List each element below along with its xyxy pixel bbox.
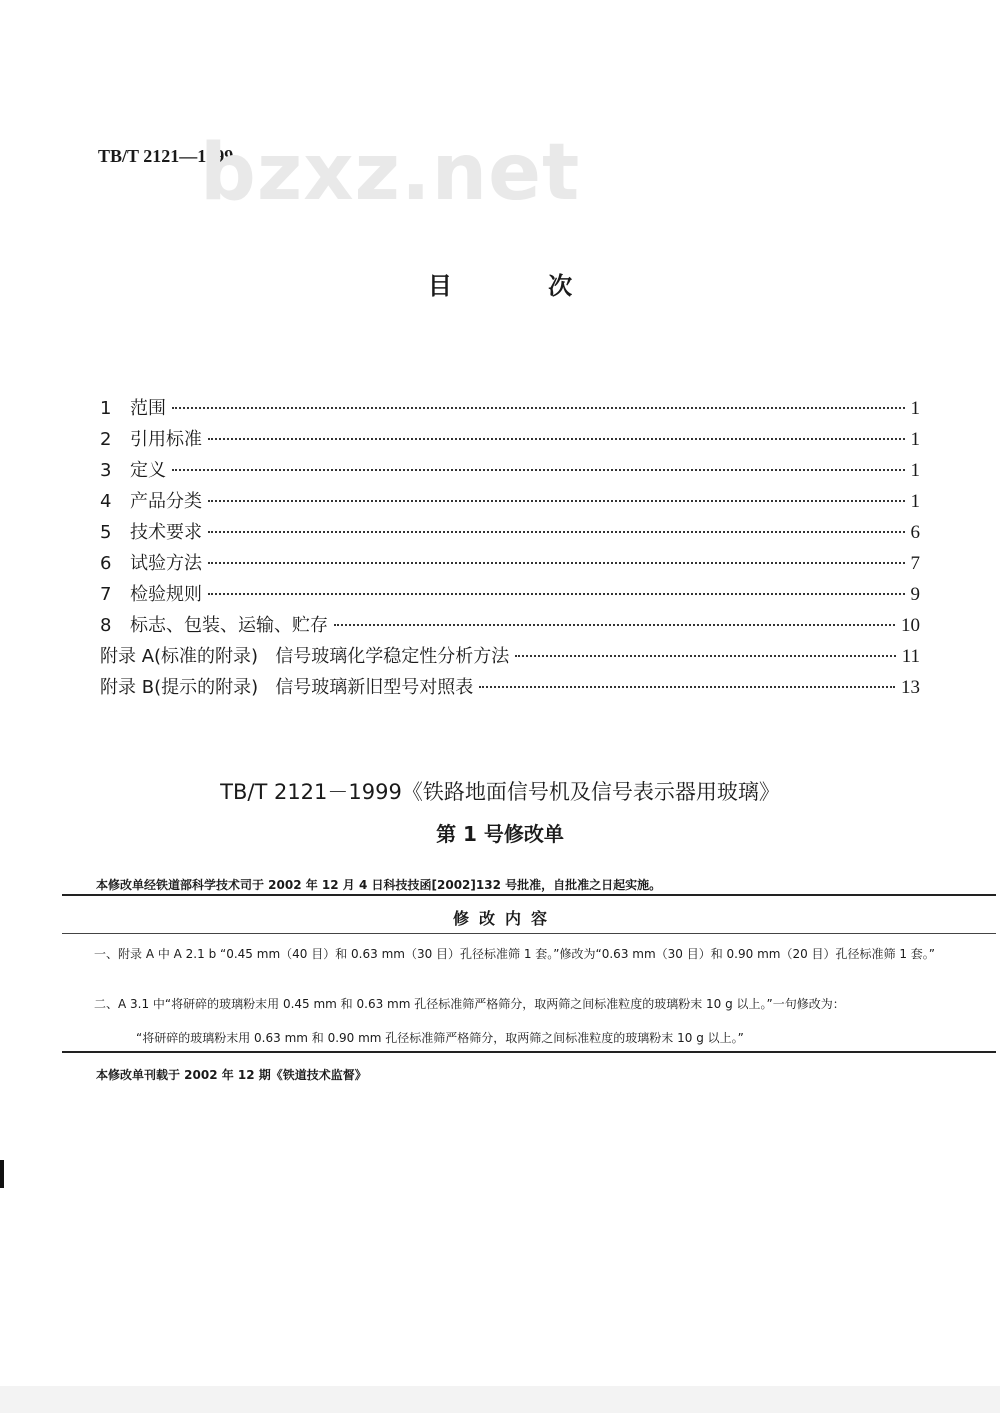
divider [62, 1051, 996, 1053]
toc-leader-dots [208, 562, 905, 564]
toc-entry[interactable] [100, 673, 920, 704]
divider [62, 933, 996, 934]
amendment-item-quote: “将研碎的玻璃粉末用 0.63 mm 和 0.90 mm 孔径标准筛严格筛分，取两筛之间标准粒度的玻璃粉末 10 g 以上。” [136, 1031, 744, 1045]
toc-entry-label: 定义 [130, 460, 166, 481]
amendment-item: 一、附录 A 中 A 2.1 b “0.45 mm（40 目）和 0.63 mm（30 目）孔径标准筛 1 套。”修改为“0.63 mm（30 目）和 0.90 mm（20 目）孔径标准筛 1 套。” [94, 947, 936, 961]
toc-entry-page: 7 [910, 553, 920, 574]
toc-entry-label: 技术要求 [130, 522, 202, 543]
toc-entry[interactable] [100, 425, 920, 456]
toc-entry-page: 6 [910, 522, 920, 543]
toc-entry-number: 8 [100, 615, 112, 636]
toc-entry-number: 7 [100, 584, 112, 605]
toc-entry-page: 1 [910, 398, 920, 419]
content-heading: 修改内容 [452, 909, 557, 928]
amendment-title: TB/T 2121－1999《铁路地面信号机及信号表示器用玻璃》 [220, 780, 780, 804]
toc-entry-page: 9 [910, 584, 920, 605]
toc-entry-label: 检验规则 [130, 584, 202, 605]
divider [62, 894, 996, 896]
toc-entry[interactable] [100, 394, 920, 425]
toc-entry-number: 6 [100, 553, 112, 574]
toc-entry-number: 1 [100, 398, 112, 419]
toc-leader-dots [479, 686, 895, 688]
amendment-subtitle: 第 1 号修改单 [436, 822, 564, 846]
toc-entry[interactable] [100, 456, 920, 487]
toc-entry-page: 1 [910, 429, 920, 450]
toc-entry-label: 附录 A(标准的附录) 信号玻璃化学稳定性分析方法 [100, 646, 510, 667]
toc-entry-label: 范围 [130, 398, 166, 419]
toc-leader-dots [208, 531, 905, 533]
publication-note: 本修改单刊载于 2002 年 12 期《铁道技术监督》 [96, 1068, 367, 1082]
toc-entry-label: 附录 B(提示的附录) 信号玻璃新旧型号对照表 [100, 677, 474, 698]
toc-leader-dots [334, 624, 895, 626]
toc-entry-number: 3 [100, 460, 112, 481]
toc-entry-label: 产品分类 [130, 491, 202, 512]
table-of-contents [100, 394, 920, 704]
toc-leader-dots [172, 407, 905, 409]
toc-leader-dots [515, 655, 895, 657]
toc-leader-dots [208, 500, 905, 502]
standard-code: TB/T 2121—1999 [98, 146, 234, 166]
toc-entry-number: 5 [100, 522, 112, 543]
toc-entry-page: 11 [901, 646, 920, 667]
toc-leader-dots [172, 469, 905, 471]
toc-entry-page: 10 [901, 615, 920, 636]
toc-leader-dots [208, 438, 905, 440]
toc-entry[interactable] [100, 549, 920, 580]
toc-entry-page: 1 [910, 460, 920, 481]
scan-edge-mark [0, 1160, 4, 1188]
toc-title: 目 次 [427, 272, 617, 300]
toc-entry-number: 4 [100, 491, 112, 512]
toc-entry-label: 标志、包装、运输、贮存 [130, 615, 328, 636]
amendment-item: 二、A 3.1 中“将研碎的玻璃粉末用 0.45 mm 和 0.63 mm 孔径标准筛严格筛分，取两筛之间标准粒度的玻璃粉末 10 g 以上。”一句修改为： [94, 997, 845, 1011]
toc-entry[interactable] [100, 642, 920, 673]
toc-entry-label: 引用标准 [130, 429, 202, 450]
toc-entry[interactable] [100, 580, 920, 611]
toc-entry[interactable] [100, 518, 920, 549]
approval-note: 本修改单经铁道部科学技术司于 2002 年 12 月 4 日科技技函[2002]132 号批准，自批准之日起实施。 [96, 878, 662, 892]
watermark-logo: bzxz.net [200, 128, 581, 218]
toc-leader-dots [208, 593, 905, 595]
toc-entry[interactable] [100, 487, 920, 518]
scan-bottom-band [0, 1386, 1000, 1413]
toc-entry[interactable] [100, 611, 920, 642]
toc-entry-page: 13 [901, 677, 920, 698]
toc-entry-page: 1 [910, 491, 920, 512]
toc-entry-number: 2 [100, 429, 112, 450]
toc-entry-label: 试验方法 [130, 553, 202, 574]
